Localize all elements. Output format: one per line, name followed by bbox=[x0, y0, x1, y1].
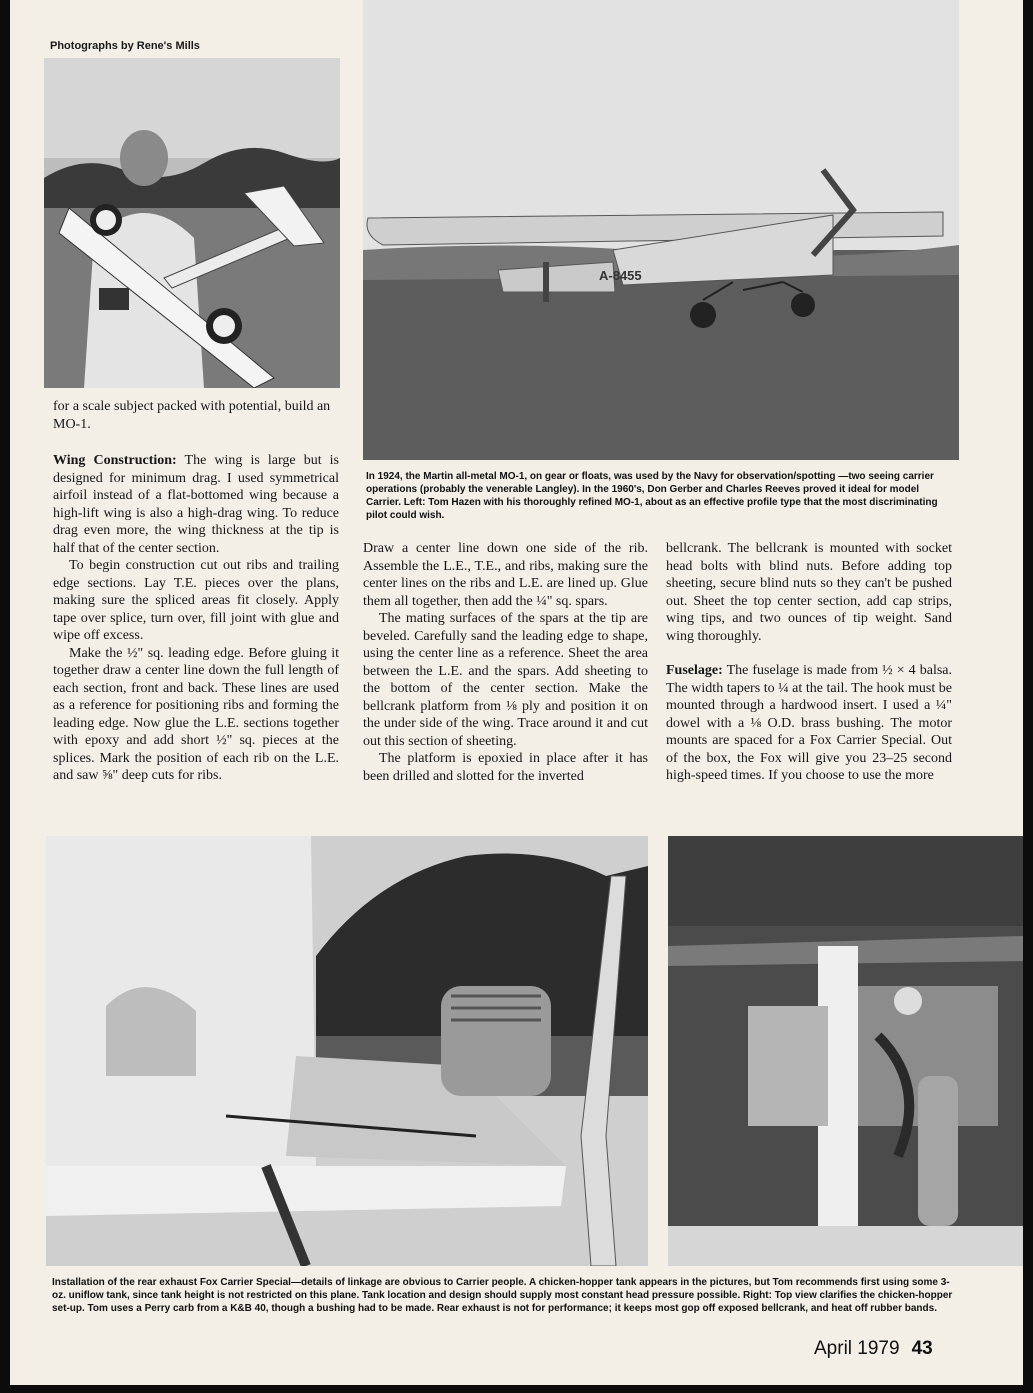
page-footer bbox=[814, 1338, 933, 1360]
col2-para-2: The mating surfaces of the spars at the tip are beveled. Carefully sand the leading edge to shape, using the center line as a reference. Sheet the area between the L.E. and the spars. Add sheeting to the bottom of the center section. Make the bellcrank platform from ⅛ ply and position it on the under side of the wing. Trace around it and cut out this section of sheeting. bbox=[363, 611, 648, 749]
text-column-3 bbox=[666, 540, 952, 785]
col2-para-1: Draw a center line down one side of the rib. Assemble the L.E., T.E., and ribs, making sure the center lines on the ribs and L.E. are lined up. Glue them all together, then add the ¼" sq. spars. bbox=[363, 541, 648, 609]
col3-para-1: bellcrank. The bellcrank is mounted with socket head bolts with blind nuts. Before adding top sheeting, secure blind nuts so they can't be pushed out. Sheet the top center section, add cap strips, wing tips, and two ounces of tip weight. Sand wing thoroughly. bbox=[666, 541, 952, 644]
photo-martin-mo1-aircraft bbox=[363, 0, 959, 460]
col2-para-3: The platform is epoxied in place after it has been drilled and slotted for the inverted bbox=[363, 751, 648, 784]
text-column-1 bbox=[53, 452, 339, 785]
issue-date: April 1979 bbox=[814, 1338, 900, 1359]
lead-in-text bbox=[53, 398, 339, 433]
photo-credit: Photographs by Rene's Mills bbox=[50, 40, 200, 52]
col1-para-3: Make the ½" sq. leading edge. Before gluing it together draw a center line down the full length of each section, front and back. These lines are used as a reference for positioning ribs and forming the leading edge. Now glue the L.E. sections together with epoxy and add short ½" sq. pieces at the splices. Mark the position of each rib on the L.E. and saw ⅝" deep cuts for ribs. bbox=[53, 645, 339, 783]
magazine-page bbox=[10, 0, 1023, 1385]
bottom-photo-caption: Installation of the rear exhaust Fox Carrier Special—details of linkage are obvious to Carrier people. A chicken-hopper tank appears in the pictures, but Tom recommends first using some 3-oz. uniflow tank, since tank height is not restricted on this plane. Tank location and design should supply most constant head pressure possible. Right: Top view clarifies the chicken-hopper set-up. Tom uses a Perry carb from a K&B 40, though a bushing had to be made. Rear exhaust is not for performance; it keeps most gop off exposed bellcrank, and heat off rubber bands. bbox=[52, 1277, 953, 1314]
col3-para-2: The fuselage is made from ½ × 4 balsa. The width tapers to ¼ at the tail. The hook must be mounted through a hardwood insert. I used a ¼" dowel with a ⅛ O.D. brass bushing. The motor mounts are spaced for a Fox Carrier Special. Out of the box, the Fox will give you 23–25 second high-speed times. If you choose to use the more bbox=[666, 663, 952, 783]
col1-para-1: The wing is large but is designed for minimum drag. I used symmetrical airfoil instead of a flat-bottomed wing because a high-lift wing is also a high-drag wing. To reduce drag even more, the wing thickness at the tip is half that of the center section. bbox=[53, 453, 339, 556]
lead-in: for a scale subject packed with potential, build an MO-1. bbox=[53, 399, 331, 432]
text-column-2 bbox=[363, 540, 648, 785]
col1-para-2: To begin construction cut out ribs and trailing edge sections. Lay T.E. pieces over the plans, making sure the spliced areas fit closely. Apply tape over splice, turn over, fill joint with glue and wipe off excess. bbox=[53, 558, 339, 643]
wing-construction-heading: Wing Construction: bbox=[53, 453, 177, 468]
photo-tank-top-view bbox=[668, 836, 1023, 1266]
aircraft-marking: A-8455 bbox=[599, 268, 642, 283]
photo-engine-installation bbox=[46, 836, 648, 1266]
fuselage-heading: Fuselage: bbox=[666, 663, 723, 678]
photo-pilot-with-model bbox=[44, 58, 340, 388]
top-photo-caption: In 1924, the Martin all-metal MO-1, on gear or floats, was used by the Navy for observation/spotting —two seeing carrier operations (probably the venerable Langley). In the 1960's, Don Gerber and Charles Reeves proved it ideal for model Carrier. Left: Tom Hazen with his thoroughly refined MO-1, about as an effective profile type that the most discriminating pilot could wish. bbox=[366, 471, 938, 521]
page-number: 43 bbox=[911, 1338, 933, 1359]
